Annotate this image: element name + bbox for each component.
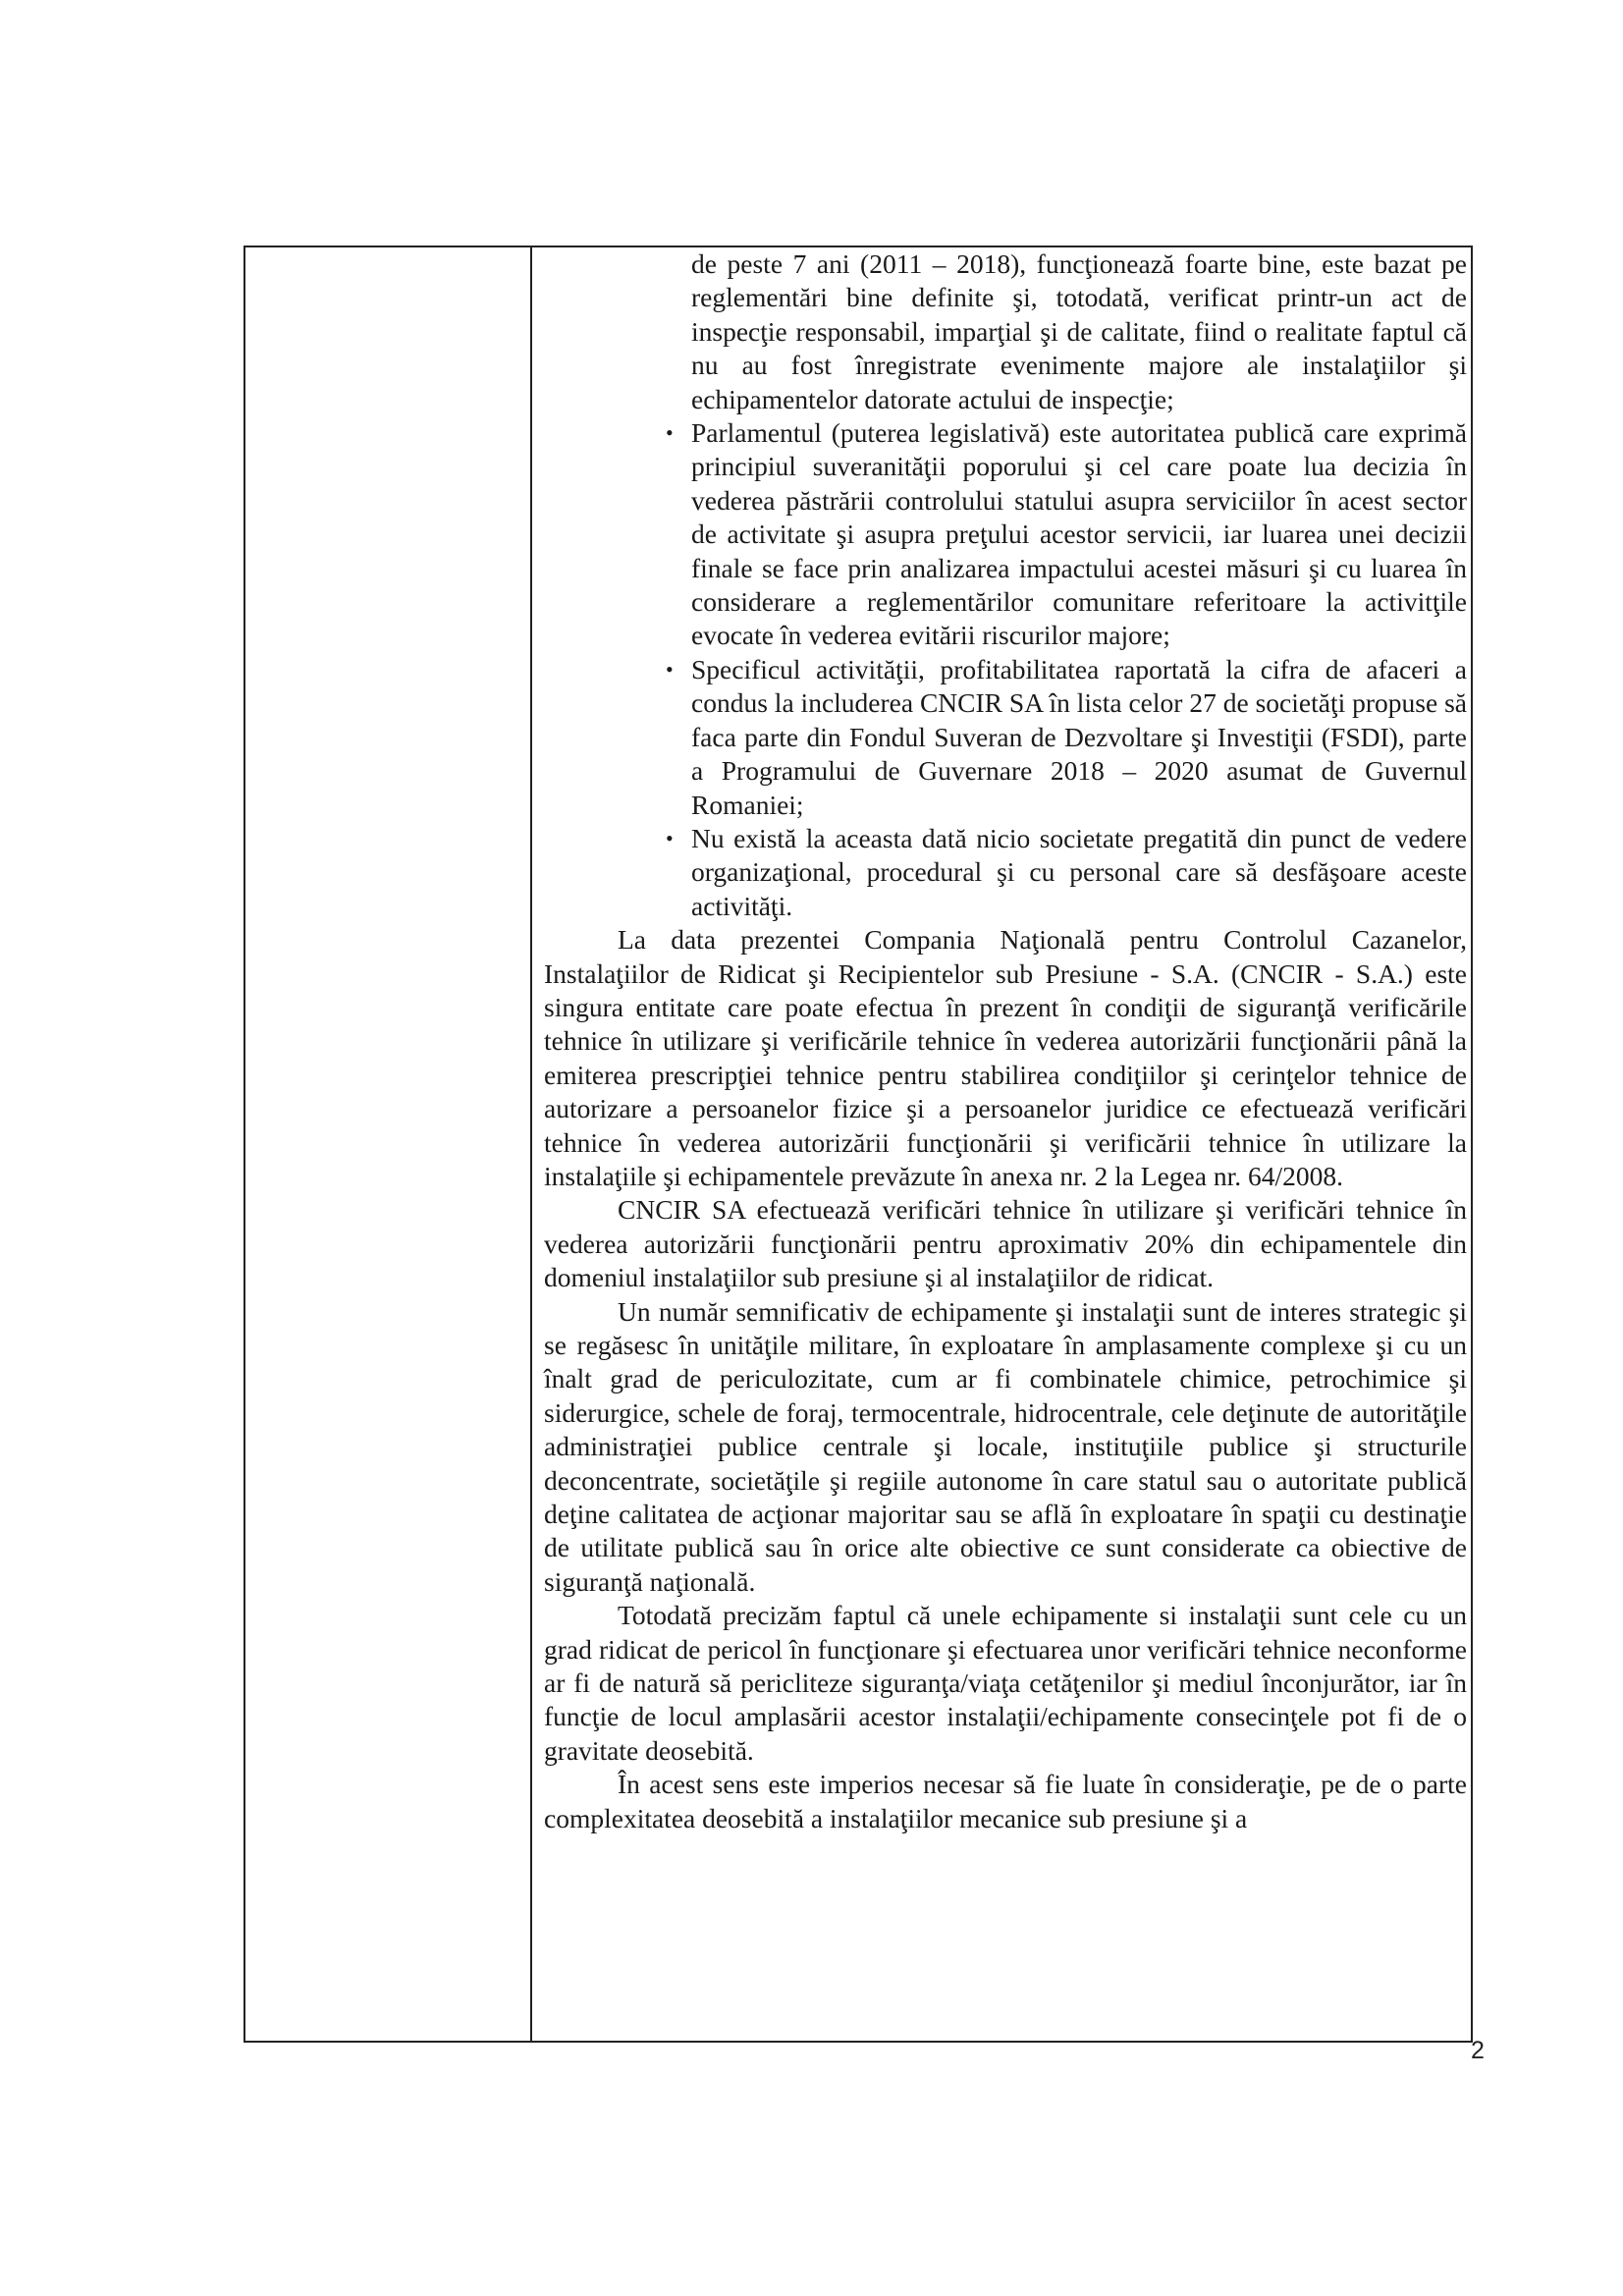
paragraph: La data prezentei Compania Naţională pentru Controlul Cazanelor, Instalaţiilor de Ridicat şi Recipientelor sub Presiune - S.A. (CNCIR - S.A.) este singura entitate care poate efectua în prezent în condiţii de siguranţă verificările tehnice în utilizare şi verificările tehnice în vederea autorizării funcţionării până la emiterea prescripţiei tehnice pentru stabilirea condiţiilor şi cerinţelor tehnice de autorizare a persoanelor fizice şi a persoanelor juridice ce efectuează verificări tehnice în vederea autorizării funcţionării şi verificării tehnice în utilizare la instalaţiile şi echipamentele prevăzute în anexa nr. 2 la Legea nr. 64/2008. [544,924,1467,1191]
page-number: 2 [1471,2037,1485,2064]
paragraph: CNCIR SA efectuează verificări tehnice în utilizare şi verificări tehnice în vederea autorizării funcţionării pentru aproximativ 20% din echipamentele din domeniul instalaţiilor sub presiune şi al instalaţiilor de ridicat. [544,1194,1467,1293]
paragraph: Un număr semnificativ de echipamente şi instalaţii sunt de interes strategic şi se regăsesc în unităţile militare, în exploatare în amplasamente complexe şi cu un înalt grad de periculozitate, cum ar fi combinatele chimice, petrochimice şi siderurgice, schele de foraj, termocentrale, hidrocentrale, cele deţinute de autorităţile administraţiei publice centrale şi locale, instituţiile publice şi structurile deconcentrate, societăţile şi regiile autonome în care statul sau o autoritate publică deţine calitatea de acţionar majoritar sau se află în exploatare în spaţii cu destinaţie de utilitate publică sau în orice alte obiective ce sunt considerate ca obiective de siguranţă naţională. [544,1295,1467,1597]
bullet-text: Nu există la aceasta dată nicio societate pregatită din punct de vedere organizaţional, procedural şi cu personal care să desfăşoare aceste activităţi. [691,822,1467,921]
right-column-cell [532,247,1471,2041]
bullet-icon: • [666,420,674,446]
paragraph: În acest sens este imperios necesar să fie luate în consideraţie, pe de o parte complexitatea deosebită a instalaţiilor mecanice sub presiune şi a [544,1769,1467,1833]
document-table [243,246,1473,2043]
bullet-item [544,653,1467,822]
paragraph: Totodată precizăm faptul că unele echipamente si instalaţii sunt cele cu un grad ridicat de pericol în funcţionare şi efectuarea unor verificări tehnice neconforme ar fi de natură să pericliteze siguranţa/viaţa cetăţenilor şi mediul înconjurător, iar în funcţie de locul amplasării acestor instalaţii/echipamente consecinţele pot fi de o gravitate deosebită. [544,1600,1467,1766]
bullet-text: Parlamentul (puterea legislativă) este autoritatea publică care exprimă principiul suveranităţii poporului şi cel care poate lua decizia în vederea păstrării controlului statului asupra serviciilor în acest sector de activitate şi asupra preţului acestor servicii, iar luarea unei decizii finale se face prin analizarea impactului acestei măsuri şi cu luarea în considerare a reglementărilor comunitare referitoare la activitţile evocate în vederea evitării riscurilor majore; [691,417,1467,651]
continuation-text: de peste 7 ani (2011 – 2018), funcţionează foarte bine, este bazat pe reglementări bine definite şi, totodată, verificat printr-un act de inspecţie responsabil, imparţial şi de calitate, fiind o realitate faptul că nu au fost înregistrate evenimente majore ale instalaţiilor şi echipamentelor datorate actului de inspecţie; [691,248,1467,414]
bullet-list [544,416,1467,923]
bullet-text: Specificul activităţii, profitabilitatea raportată la cifra de afaceri a condus la includerea CNCIR SA în lista celor 27 de societăţi propuse să faca parte din Fondul Suveran de Dezvoltare şi Investiţii (FSDI), parte a Programului de Guvernare 2018 – 2020 asumat de Guvernul Romaniei; [691,653,1467,820]
bullet-icon: • [666,656,674,682]
bullet-item [544,822,1467,923]
left-column-cell [245,247,530,2041]
bullet-icon: • [666,825,674,850]
bullet-item [544,416,1467,653]
